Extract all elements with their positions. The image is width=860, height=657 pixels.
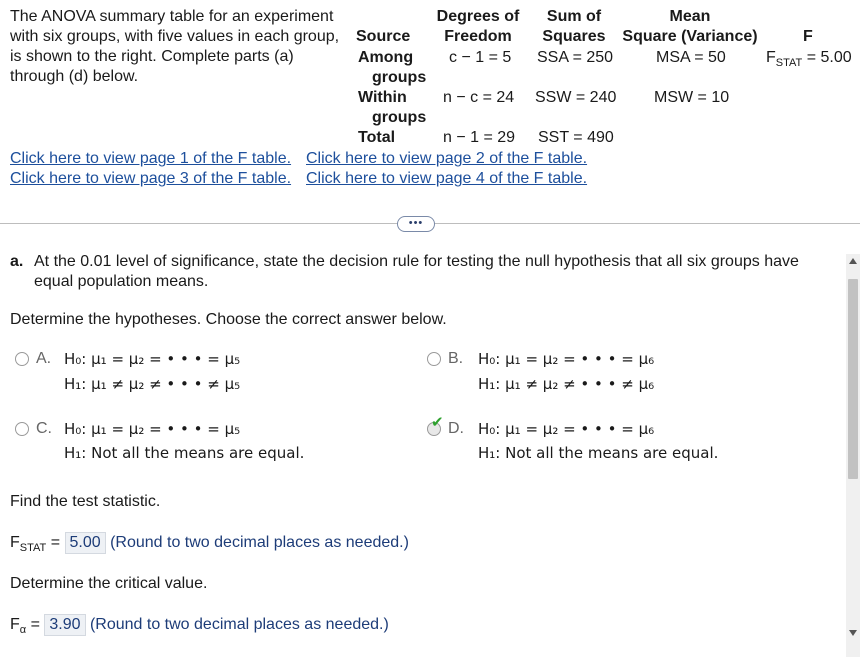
option-d-h1: H₁: Not all the means are equal. xyxy=(478,444,719,462)
critical-value-prompt: Determine the critical value. xyxy=(10,575,208,592)
option-b-radio[interactable] xyxy=(427,352,441,366)
fstat-answer-box[interactable]: 5.00 xyxy=(65,532,106,554)
table-header-ms-line1: Mean xyxy=(669,8,711,25)
test-statistic-prompt: Find the test statistic. xyxy=(10,493,161,510)
row-among-df: c − 1 = 5 xyxy=(449,49,512,66)
option-c-h0: H₀: μ₁ = μ₂ = • • • = μ₅ xyxy=(64,420,241,438)
option-b-h0: H₀: μ₁ = μ₂ = • • • = μ₆ xyxy=(478,350,655,368)
f-table-page-3-link[interactable]: Click here to view page 3 of the F table. xyxy=(10,170,292,187)
option-b-letter: B. xyxy=(448,350,464,367)
option-a-h1: H₁: μ₁ ≠ μ₂ ≠ • • • ≠ μ₅ xyxy=(64,375,241,393)
row-among-ss: SSA = 250 xyxy=(537,49,614,66)
falpha-hint: (Round to two decimal places as needed.) xyxy=(89,616,389,633)
scrollbar-thumb[interactable] xyxy=(848,279,858,479)
table-header-f: F xyxy=(803,28,813,45)
row-within-ms: MSW = 10 xyxy=(654,89,730,106)
hypotheses-prompt: Determine the hypotheses. Choose the correct answer below. xyxy=(10,311,447,328)
fstat-hint: (Round to two decimal places as needed.) xyxy=(110,534,409,551)
row-total-label: Total xyxy=(358,129,396,146)
option-c-letter: C. xyxy=(36,420,52,437)
scroll-down-arrow-icon[interactable] xyxy=(849,630,857,636)
option-c-radio[interactable] xyxy=(15,422,29,436)
option-c-h1: H₁: Not all the means are equal. xyxy=(64,444,305,462)
option-a-letter: A. xyxy=(36,350,52,367)
correct-check-icon: ✔ xyxy=(431,414,444,431)
table-header-ms-line2: Square (Variance) xyxy=(622,28,758,45)
option-d-h0: H₀: μ₁ = μ₂ = • • • = μ₆ xyxy=(478,420,655,438)
table-header-source: Source xyxy=(356,28,411,45)
scroll-up-arrow-icon[interactable] xyxy=(849,258,857,264)
table-header-df-line2: Freedom xyxy=(444,28,512,45)
option-b-h1: H₁: μ₁ ≠ μ₂ ≠ • • • ≠ μ₆ xyxy=(478,375,655,393)
option-d-letter: D. xyxy=(448,420,464,437)
option-a-h0: H₀: μ₁ = μ₂ = • • • = μ₅ xyxy=(64,350,241,368)
f-table-page-2-link[interactable]: Click here to view page 2 of the F table. xyxy=(306,150,588,167)
row-within-ss: SSW = 240 xyxy=(535,89,617,106)
row-total-df: n − 1 = 29 xyxy=(443,129,516,146)
part-a-question: At the 0.01 level of significance, state the decision rule for testing the null hypothesis that all six groups have xyxy=(34,253,799,270)
table-header-df-line1: Degrees of xyxy=(436,8,520,25)
falpha-answer-line: $F_\alpha = 3.90$ (Round to two decimal places as needed.) xyxy=(10,616,389,637)
option-a-radio[interactable] xyxy=(15,352,29,366)
f-table-page-1-link[interactable]: Click here to view page 1 of the F table. xyxy=(10,150,292,167)
f-table-page-4-link[interactable]: Click here to view page 4 of the F table. xyxy=(306,170,588,187)
row-total-ss: SST = 490 xyxy=(538,129,614,146)
table-header-ss-line2: Squares xyxy=(542,28,606,45)
row-among-label: Among xyxy=(358,49,414,66)
fstat-answer-line: $F_{STAT} = 5.00$ (Round to two decimal places as needed.) xyxy=(10,534,409,555)
row-within-label-2: groups xyxy=(372,109,427,126)
falpha-answer-box[interactable]: 3.90 xyxy=(44,614,85,636)
part-a-letter: a. xyxy=(10,253,24,270)
row-among-ms: MSA = 50 xyxy=(656,49,726,66)
row-among-label-2: groups xyxy=(372,69,427,86)
intro-text: The ANOVA summary table for an experiment with six groups, with five values in each group, is shown to the right. Complete parts (a) through (d) below. xyxy=(10,8,340,85)
expand-button[interactable]: ••• xyxy=(397,216,435,232)
row-within-label: Within xyxy=(358,89,407,106)
table-header-ss-line1: Sum of xyxy=(546,8,602,25)
part-a-question-line2: equal population means. xyxy=(34,273,209,290)
row-within-df: n − c = 24 xyxy=(443,89,515,106)
row-among-f: $F_{STAT} = 5.00$ xyxy=(766,49,852,70)
